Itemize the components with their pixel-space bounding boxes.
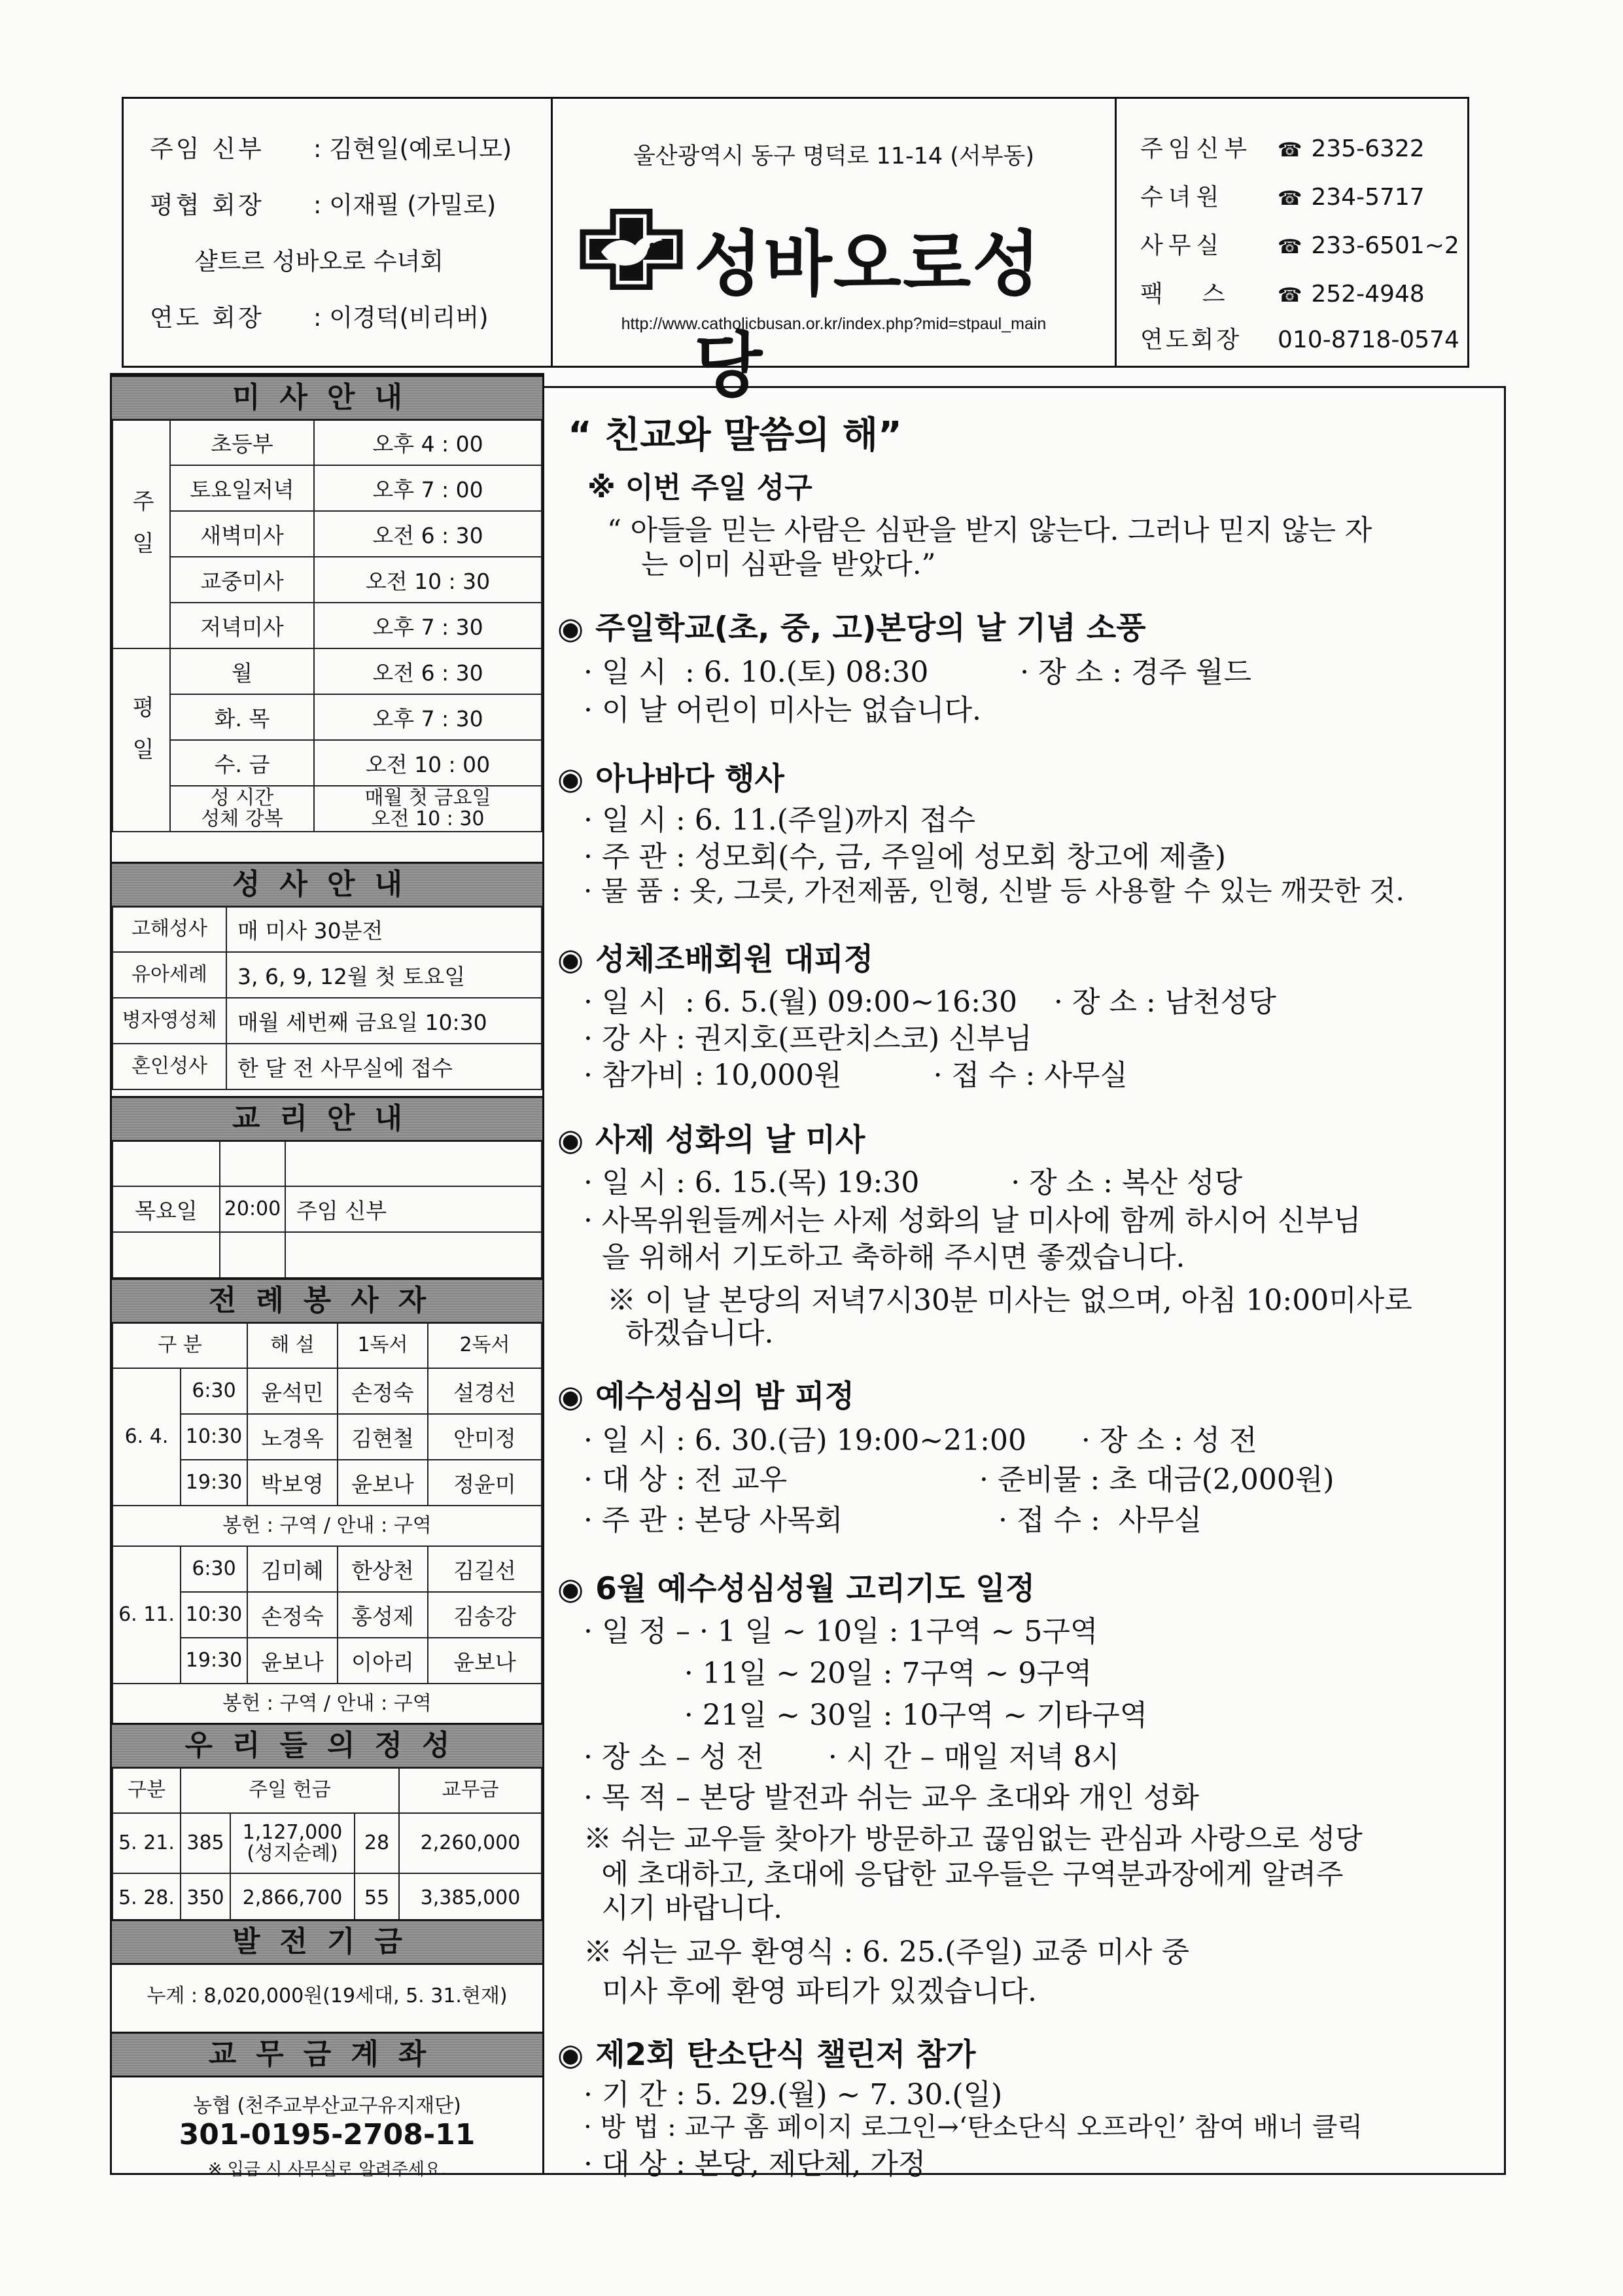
contact-row: 연도회장 010-8718-0574 — [1140, 327, 1459, 353]
announcement-line: · 11일 ~ 20일 : 7구역 ~ 9구역 — [584, 1657, 1092, 1690]
offerings-table — [112, 1767, 542, 1924]
sacraments-section-title: 성사안내 — [112, 862, 542, 908]
contact-row: 팩스 ☎ 252-4948 — [1140, 281, 1425, 308]
table-row: 6. 4. 6:30 윤석민 손정숙 설경선 — [113, 1368, 542, 1414]
phone-icon: ☎ — [1278, 284, 1302, 307]
table-row: 저녁미사 오후 7 : 30 — [113, 603, 542, 648]
header-row-pastor: 주임 신부 : 김현일(예로니모) — [150, 135, 512, 163]
table-row: 19:30 박보영 윤보나 정윤미 — [113, 1460, 542, 1506]
announcement-line: · 일 시 : 6. 30.(금) 19:00~21:00 · 장 소 : 성 전 — [584, 1424, 1257, 1457]
gospel-line: 는 이미 심판을 받았다.” — [641, 548, 936, 581]
table-row: 5. 21. 385 1,127,000 (성지순례) 28 2,260,000 — [113, 1813, 542, 1873]
offerings-section-title: 우리들의정성 — [112, 1723, 542, 1769]
contact-row: 수녀원 ☎ 234-5717 — [1140, 184, 1425, 211]
development-fund-section-title: 발전기금 — [112, 1919, 542, 1965]
announcement-line: · 대 상 : 전 교우 · 준비물 : 초 대금(2,000원) — [584, 1463, 1335, 1496]
contact-row: 사무실 ☎ 233-6501~2 — [1140, 232, 1459, 259]
announcement-line: 미사 후에 환영 파티가 있겠습니다. — [584, 1975, 1037, 2008]
table-row: 화. 목 오후 7 : 30 — [113, 694, 542, 740]
announcement-heading: ◉ 예수성심의 밤 피정 — [557, 1379, 855, 1415]
contact-row: 주임신부 ☎ 235-6322 — [1140, 135, 1425, 162]
year-theme-title: “ 친교와 말씀의 해” — [568, 414, 902, 457]
announcement-line: · 21일 ~ 30일 : 10구역 ~ 기타구역 — [584, 1699, 1148, 1732]
announcement-line: ※ 쉬는 교우들 찾아가 방문하고 끊임없는 관심과 사랑으로 성당 — [584, 1823, 1363, 1856]
announcement-heading: ◉ 6월 예수성심성월 고리기도 일정 — [557, 1571, 1036, 1607]
header-staff — [124, 99, 553, 366]
gospel-line: “ 아들을 믿는 사람은 심판을 받지 않는다. 그러나 믿지 않는 자 — [607, 514, 1372, 547]
phone-icon: ☎ — [1278, 236, 1302, 258]
phone-icon: ☎ — [1278, 187, 1302, 210]
table-row: 토요일저녁 오후 7 : 00 — [113, 465, 542, 511]
phone-icon: ☎ — [1278, 139, 1302, 162]
bullet-icon: ◉ — [557, 2037, 584, 2072]
announcement-line: 을 위해서 기도하고 축하해 주시면 좋겠습니다. — [584, 1241, 1185, 1274]
announcement-line: · 참가비 : 10,000원 · 접 수 : 사무실 — [584, 1059, 1128, 1092]
announcement-line: · 대 상 : 본당, 제단체, 가정 — [584, 2147, 926, 2181]
mass-section-title: 미사안내 — [112, 375, 542, 421]
account-number: 301-0195-2708-11 — [179, 2118, 476, 2151]
account-bank: 농협 (천주교부산교구유지재단) — [193, 2094, 461, 2117]
church-website-link[interactable]: http://www.catholicbusan.or.kr/index.php?mid=stpaul_main — [621, 315, 1047, 333]
announcement-line: 하겠습니다. — [607, 1316, 774, 1350]
sacraments-table — [112, 906, 542, 1090]
table-row: 교중미사 오전 10 : 30 — [113, 557, 542, 603]
table-row: 10:30 노경옥 김현철 안미정 — [113, 1414, 542, 1460]
bullet-icon: ◉ — [557, 1571, 584, 1606]
announcement-line: 에 초대하고, 초대에 응답한 교우들은 구역분과장에게 알려주 — [584, 1858, 1344, 1891]
announcement-line: · 일 시 : 6. 11.(주일)까지 접수 — [584, 804, 976, 837]
doctrine-table — [112, 1140, 542, 1279]
table-row — [113, 1232, 542, 1278]
bullet-icon: ◉ — [557, 610, 584, 646]
table-row: 10:30 손정숙 홍성제 김송강 — [113, 1592, 542, 1638]
gospel-title: ※ 이번 주일 성구 — [587, 471, 812, 504]
announcement-line: · 기 간 : 5. 29.(월) ~ 7. 30.(일) — [584, 2078, 1003, 2111]
table-row: 봉헌 : 구역 / 안내 : 구역 — [113, 1684, 542, 1724]
header-row-memorial: 연도 회장 : 이경덕(비리버) — [150, 304, 489, 332]
table-row: 목요일 20:00 주임 신부 — [113, 1186, 542, 1232]
announcement-line: · 장 소 – 성 전 · 시 간 – 매일 저녁 8시 — [584, 1740, 1120, 1774]
header-contacts — [1117, 99, 1467, 366]
announcement-heading: ◉ 제2회 탄소단식 챌린저 참가 — [557, 2037, 976, 2073]
bullet-icon: ◉ — [557, 1379, 584, 1414]
header-row-sisters: 샬트르 성바오로 수녀회 — [194, 247, 444, 275]
announcement-line: · 강 사 : 권지호(프란치스코) 신부님 — [584, 1022, 1032, 1055]
account-section-title: 교무금계좌 — [112, 2032, 542, 2077]
announcement-heading: ◉ 아나바다 행사 — [557, 761, 784, 797]
table-row: 성 시간 성체 강복 매월 첫 금요일 오전 10 : 30 — [113, 786, 542, 832]
announcement-line: · 이 날 어린이 미사는 없습니다. — [584, 694, 981, 727]
bullet-icon: ◉ — [557, 761, 584, 796]
church-name: 성바오로성당 — [694, 224, 1042, 407]
announcement-line: · 일 시 : 6. 15.(목) 19:30 · 장 소 : 복산 성당 — [584, 1166, 1242, 1199]
table-header-row: 구분 주일 헌금 교무금 — [113, 1767, 542, 1813]
church-address: 울산광역시 동구 명덕로 11-14 (서부동) — [633, 143, 1035, 169]
table-row: 주일 초등부 오후 4 : 00 — [113, 419, 542, 465]
announcement-line: · 방 법 : 교구 홈 페이지 로그인→‘탄소단식 오프라인’ 참여 배너 클릭 — [584, 2112, 1363, 2142]
table-row: 19:30 윤보나 이아리 윤보나 — [113, 1638, 542, 1684]
table-row: 수. 금 오전 10 : 00 — [113, 740, 542, 786]
announcement-line: ※ 쉬는 교우 환영식 : 6. 25.(주일) 교중 미사 중 — [584, 1935, 1190, 1969]
table-row: 고해성사 매 미사 30분전 — [113, 906, 542, 952]
liturgy-table — [112, 1322, 542, 1725]
announcement-heading: ◉ 사제 성화의 날 미사 — [557, 1122, 865, 1158]
announcement-line: 시기 바랍니다. — [584, 1892, 782, 1925]
table-row: 유아세례 3, 6, 9, 12월 첫 토요일 — [113, 952, 542, 998]
announcements-panel — [544, 386, 1506, 2181]
announcement-line: · 일 정 – · 1 일 ~ 10일 : 1구역 ~ 5구역 — [584, 1615, 1098, 1648]
sunday-label: 주일 — [113, 419, 170, 648]
table-row: 혼인성사 한 달 전 사무실에 접수 — [113, 1044, 542, 1089]
development-fund-total: 누계 : 8,020,000원(19세대, 5. 31.현재) — [147, 1985, 508, 2007]
table-row: 병자영성체 매월 세번째 금요일 10:30 — [113, 998, 542, 1044]
liturgy-section-title: 전례봉사자 — [112, 1278, 542, 1324]
header-row-council: 평협 회장 : 이재필 (가밀로) — [150, 191, 497, 219]
announcement-line: · 주 관 : 성모회(수, 금, 주일에 성모회 창고에 제출) — [584, 840, 1227, 874]
mass-table — [112, 419, 542, 832]
announcement-heading: ◉ 주일학교(초, 중, 고)본당의 날 기념 소풍 — [557, 610, 1146, 646]
account-note: ※ 입금 시 사무실로 알려주세요. — [207, 2160, 447, 2180]
announcement-line: · 목 적 – 본당 발전과 쉬는 교우 초대와 개인 성화 — [584, 1781, 1199, 1814]
table-row: 5. 28. 350 2,866,700 55 3,385,000 — [113, 1873, 542, 1923]
announcement-line: ※ 이 날 본당의 저녁7시30분 미사는 없으며, 아침 10:00미사로 — [607, 1284, 1412, 1317]
announcement-line: · 일 시 : 6. 5.(월) 09:00~16:30 · 장 소 : 남천성당 — [584, 985, 1276, 1019]
weekday-label: 평일 — [113, 648, 170, 832]
announcement-line: · 물 품 : 옷, 그릇, 가전제품, 인형, 신발 등 사용할 수 있는 깨끗한 것. — [584, 875, 1405, 907]
table-row: 평일 월 오전 6 : 30 — [113, 648, 542, 694]
info-sidebar — [110, 373, 544, 2180]
table-header-row: 구 분 해 설 1독서 2독서 — [113, 1322, 542, 1368]
table-row: 봉헌 : 구역 / 안내 : 구역 — [113, 1506, 542, 1546]
announcement-line: · 주 관 : 본당 사목회 · 접 수 : 사무실 — [584, 1504, 1202, 1537]
header-church — [553, 99, 1117, 407]
table-row: 6. 11. 6:30 김미혜 한상천 김길선 — [113, 1546, 542, 1592]
bullet-icon: ◉ — [557, 1122, 584, 1157]
announcement-line: · 일 시 : 6. 10.(토) 08:30 · 장 소 : 경주 월드 — [584, 656, 1251, 689]
doctrine-section-title: 교리안내 — [112, 1096, 542, 1142]
dove-cross-icon — [579, 209, 684, 290]
table-row — [113, 1140, 542, 1186]
announcement-line: · 사목위원들께서는 사제 성화의 날 미사에 함께 하시어 신부님 — [584, 1204, 1361, 1237]
announcement-heading: ◉ 성체조배회원 대피정 — [557, 942, 874, 978]
bullet-icon: ◉ — [557, 942, 584, 977]
table-row: 새벽미사 오전 6 : 30 — [113, 511, 542, 557]
